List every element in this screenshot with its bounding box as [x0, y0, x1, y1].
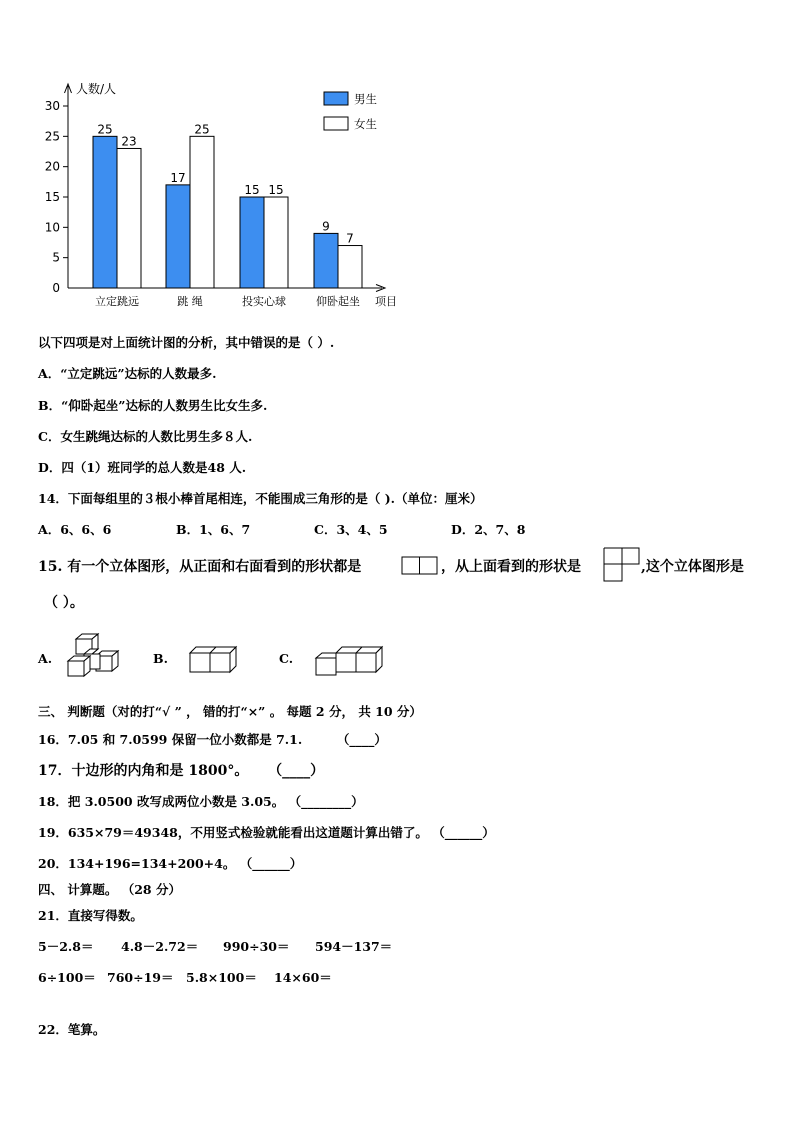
- cube-figure-b: [186, 644, 242, 676]
- q13-option-a: A．“立定跳远”达标的人数最多.: [38, 366, 217, 381]
- q18-statement: 18．把 3.0500 改写成两位小数是 3.05。: [38, 794, 285, 809]
- q14-option-a: A．6、6、6: [38, 522, 112, 537]
- q21-stem: 21．直接写得数。: [38, 908, 143, 923]
- y-tick-label: 10: [44, 220, 60, 235]
- q15-option-c: C.: [279, 651, 294, 666]
- q18-text: [38, 792, 364, 810]
- y-tick-label: 15: [44, 190, 60, 204]
- q16-text: [38, 730, 387, 748]
- legend-label-male: 男生: [354, 92, 377, 106]
- q20-statement: 20．134+196=134+200+4。: [38, 856, 236, 871]
- q13-stem: 以下四项是对上面统计图的分析，其中错误的是（ ）.: [38, 335, 335, 350]
- top-view-figure: [603, 547, 641, 583]
- y-tick-label: 25: [44, 129, 60, 144]
- q15-stem-part4: （ ）。: [44, 595, 84, 611]
- q16-answer-blank[interactable]: （____）: [336, 732, 387, 747]
- q21-item-5: 6÷100＝: [38, 970, 96, 985]
- q21-item-7: 5.8×100＝: [186, 970, 257, 985]
- q13-option-c: C．女生跳绳达标的人数比男生多８人.: [38, 429, 253, 444]
- q21-item-8: 14×60＝: [274, 970, 332, 985]
- q19-answer-blank[interactable]: （______）: [432, 825, 495, 840]
- x-category-label: 仰卧起坐: [316, 295, 360, 308]
- section4-heading: 四、 计算题。 （28 分）: [38, 882, 181, 897]
- cube-figure-a: [66, 632, 122, 678]
- bar-value-label: 25: [194, 122, 210, 137]
- bar-value-label: 17: [170, 170, 186, 185]
- q14-option-b: B．1、6、7: [176, 522, 251, 537]
- bar-value-label: 23: [121, 134, 137, 149]
- q14-option-d: D．2、7、8: [451, 522, 526, 537]
- bar-value-label: 15: [244, 183, 260, 197]
- bar-male: [314, 233, 338, 288]
- x-category-label: 跳 绳: [177, 295, 203, 308]
- bar-female: [338, 246, 362, 288]
- bar-value-label: 25: [97, 122, 113, 137]
- q21-item-4: 594－137＝: [315, 939, 393, 954]
- q18-answer-blank[interactable]: （________）: [288, 794, 364, 809]
- q17-statement: 17．十边形的内角和是 1800°。: [38, 763, 249, 779]
- q19-text: [38, 823, 495, 841]
- q20-text: [38, 854, 302, 872]
- q21-item-1: 5－2.8＝: [38, 939, 94, 954]
- cube-figure-c: [312, 644, 386, 676]
- bar-female: [117, 148, 141, 288]
- x-category-label: 投实心球: [242, 295, 286, 308]
- q14-option-c: C．3、4、5: [314, 522, 388, 537]
- q15-stem-part2: ，从上面看到的形状是: [441, 559, 581, 575]
- bar-male: [240, 197, 264, 288]
- section3-heading: 三、 判断题（对的打“√ ” ， 错的打“×” 。 每题 2 分， 共 10 分）: [38, 704, 422, 719]
- y-tick-label: 30: [44, 99, 60, 113]
- y-axis-label: 人数/人: [76, 82, 117, 96]
- bar-chart: [0, 0, 794, 320]
- q15-option-b: B.: [153, 651, 168, 666]
- q20-answer-blank[interactable]: （______）: [239, 856, 303, 871]
- bar-male: [93, 136, 117, 288]
- bar-male: [166, 185, 190, 288]
- bar-female: [190, 136, 214, 288]
- q15-stem-part3: ,这个立体图形是: [641, 559, 744, 575]
- q17-answer-blank[interactable]: （____）: [268, 763, 325, 779]
- q13-option-b: B．“仰卧起坐”达标的人数男生比女生多.: [38, 398, 268, 413]
- legend-label-female: 女生: [354, 117, 377, 131]
- bar-female: [264, 197, 288, 288]
- x-axis-label: 项目: [375, 295, 397, 308]
- y-tick-label: 5: [52, 250, 60, 265]
- q21-item-2: 4.8－2.72＝: [121, 939, 199, 954]
- bar-value-label: 15: [268, 183, 284, 197]
- front-view-figure: [401, 556, 439, 576]
- q16-statement: 16．7.05 和 7.0599 保留一位小数都是 7.1.: [38, 732, 303, 747]
- legend-swatch-female: [324, 117, 348, 130]
- x-category-label: 立定跳远: [95, 295, 139, 308]
- y-tick-label: 0: [52, 281, 60, 295]
- q21-item-6: 760÷19＝: [107, 970, 174, 985]
- q17-text: [38, 760, 324, 780]
- bar-value-label: 9: [322, 219, 330, 234]
- q21-item-3: 990÷30＝: [223, 939, 290, 954]
- q19-statement: 19．635×79＝49348，不用竖式检验就能看出这道题计算出错了。: [38, 825, 428, 840]
- y-tick-label: 20: [44, 159, 60, 174]
- q13-option-d: D．四（1）班同学的总人数是48 人.: [38, 460, 247, 475]
- q22-stem: 22．笔算。: [38, 1022, 106, 1037]
- q14-stem: 14．下面每组里的３根小棒首尾相连，不能围成三角形的是（ ).（单位：厘米）: [38, 491, 483, 506]
- legend-swatch-male: [324, 92, 348, 105]
- bar-value-label: 7: [346, 231, 354, 246]
- q15-stem-part1: 15. 有一个立体图形，从正面和右面看到的形状都是: [38, 559, 362, 575]
- q15-option-a: A.: [38, 651, 53, 666]
